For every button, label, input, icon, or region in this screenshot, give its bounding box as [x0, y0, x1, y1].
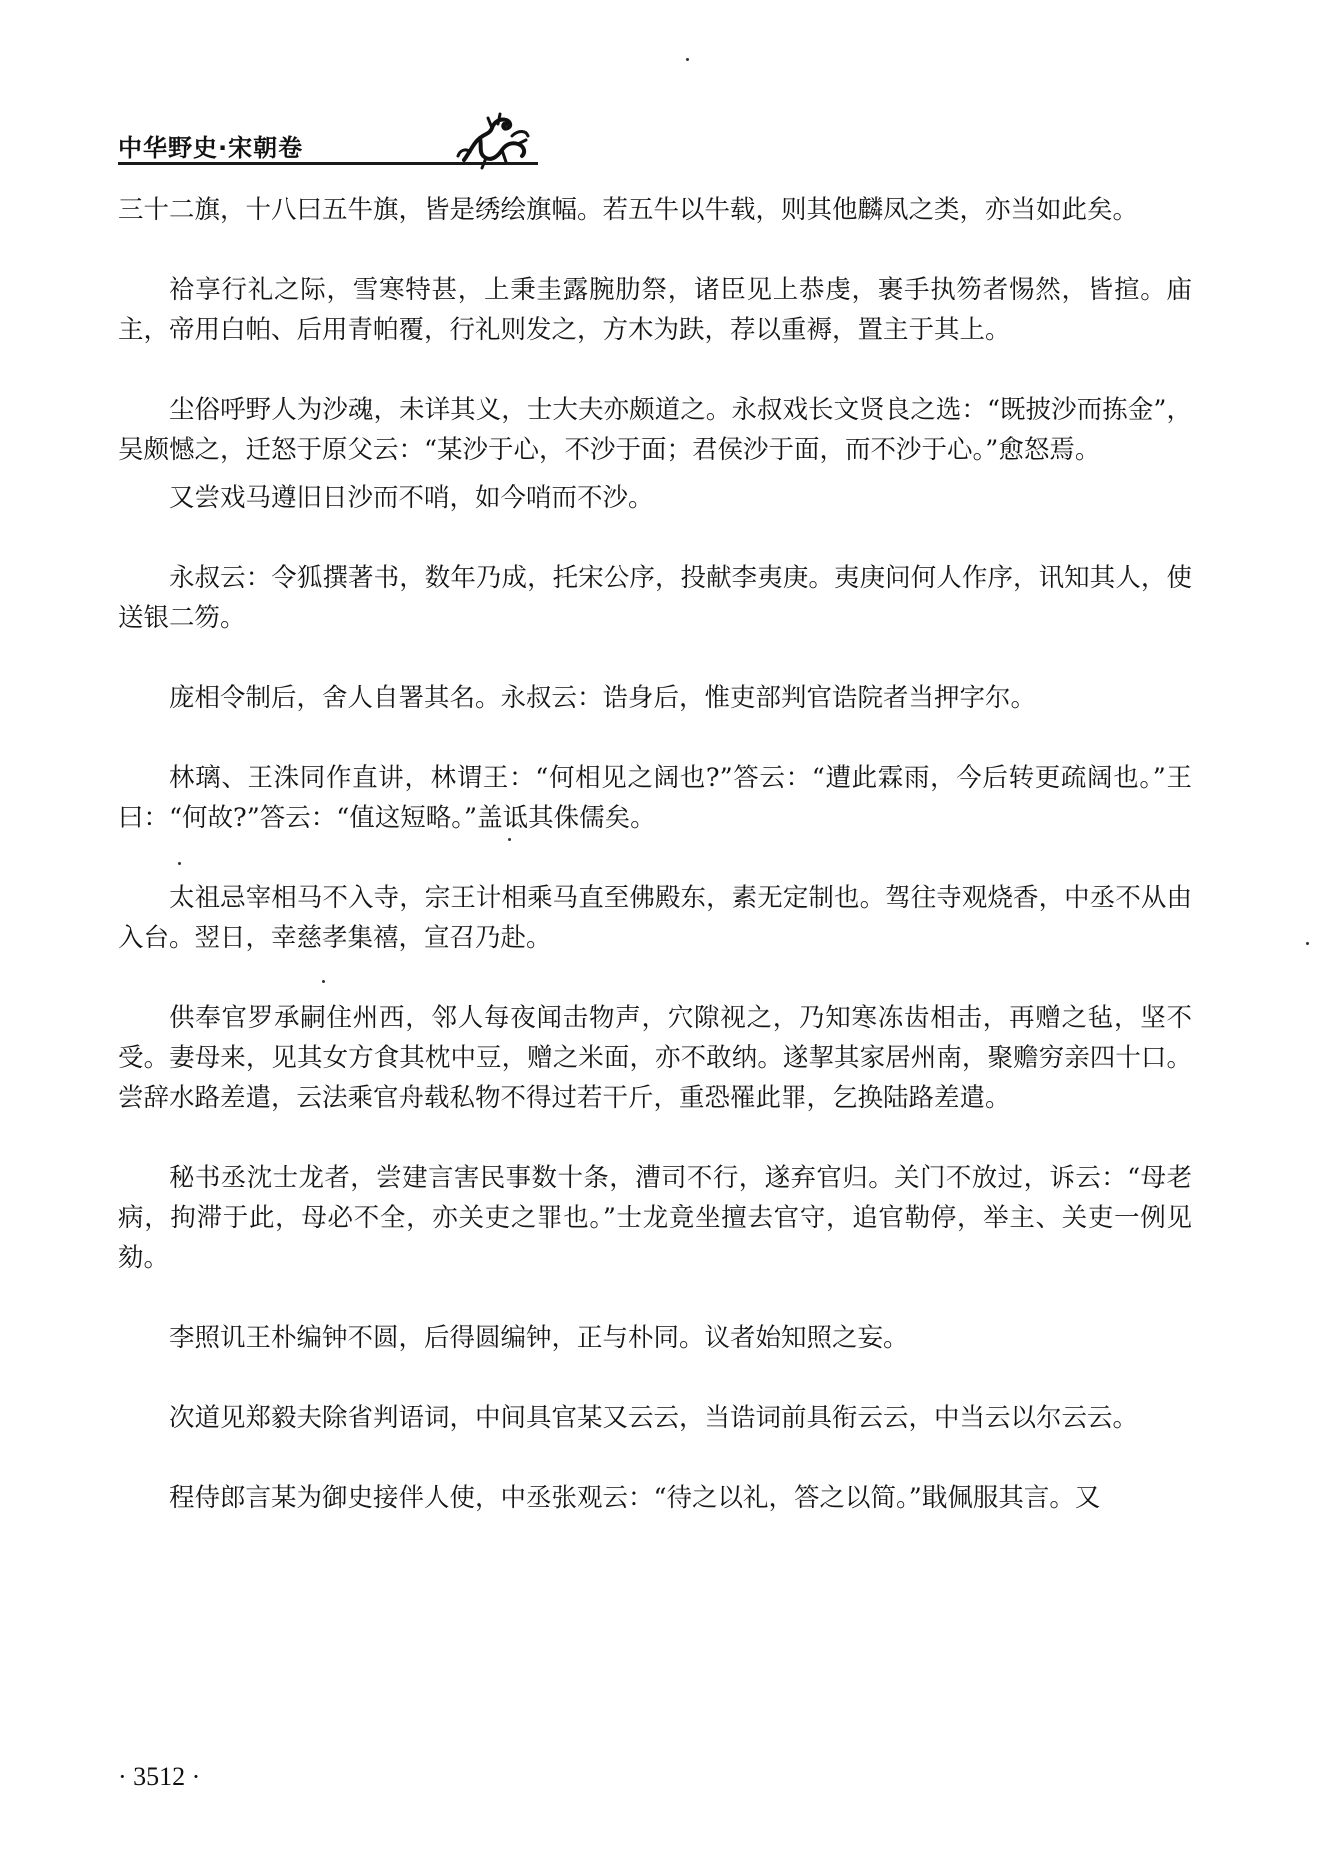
paragraph: 程侍郎言某为御史接伴人使，中丞张观云：“待之以礼，答之以简。”戢佩服其言。又 [169, 1483, 1101, 1513]
scan-speck [322, 980, 325, 983]
header-divider [118, 162, 538, 165]
paragraph: 三十二旗，十八曰五牛旗，皆是绣绘旗幅。若五牛以牛载，则其他麟凤之类，亦当如此矣。 [118, 195, 1139, 225]
scan-speck [1306, 942, 1309, 945]
page-body [118, 190, 1192, 1558]
paragraph: 李照讥王朴编钟不圆，后得圆编钟，正与朴同。议者始知照之妄。 [169, 1323, 909, 1353]
paragraph: 尘俗呼野人为沙魂，未详其义，士大夫亦颇道之。永叔戏长文贤良之选：“既披沙而拣金”，吴颇憾之，迁怒于原父云：“某沙于心，不沙于面；君侯沙于面，而不沙于心。”愈怒焉。 [118, 395, 1192, 465]
scan-speck [508, 838, 511, 841]
paragraph: 供奉官罗承嗣住州西，邻人每夜闻击物声，穴隙视之，乃知寒冻齿相击，再赠之毡，坚不受。妻母来，见其女方食其枕中豆，赠之米面，亦不敢纳。遂挈其家居州南，聚赡穷亲四十口。尝辞水路差遣，云法乘官舟载私物不得过若干斤，重恐罹此罪，乞换陆路差遣。 [118, 1003, 1192, 1113]
paragraph: 秘书丞沈士龙者，尝建言害民事数十条，漕司不行，遂弃官归。关门不放过，诉云：“母老病，拘滞于此，母必不全，亦关吏之罪也。”士龙竟坐擅去官守，追官勒停，举主、关吏一例见劾。 [118, 1163, 1192, 1273]
paragraph: 太祖忌宰相马不入寺，宗王计相乘马直至佛殿东，素无定制也。驾往寺观烧香，中丞不从由入台。翌日，幸慈孝集禧，宣召乃赴。 [118, 883, 1192, 953]
paragraph: 林璃、王洙同作直讲，林谓王：“何相见之阔也?”答云：“遭此霖雨，今后转更疏阔也。”王曰：“何故?”答云：“值这短略。”盖诋其侏儒矣。 [118, 763, 1192, 833]
paragraph: 又尝戏马遵旧日沙而不哨，如今哨而不沙。 [169, 483, 654, 513]
paragraph: 永叔云：令狐撰著书，数年乃成，托宋公序，投献李夷庚。夷庚问何人作序，讯知其人，使送银二笏。 [118, 563, 1192, 633]
page-number: · 3512 · [118, 1762, 201, 1791]
running-header-title: 中华野史·宋朝卷 [118, 134, 304, 162]
paragraph: 次道见郑毅夫除省判语词，中间具官某又云云，当诰词前具衔云云，中当云以尔云云。 [169, 1403, 1139, 1433]
paragraph: 庞相令制后，舍人自署其名。永叔云：诰身后，惟吏部判官诰院者当押字尔。 [169, 683, 1037, 713]
scan-speck [178, 862, 181, 865]
paragraph: 祫享行礼之际，雪寒特甚，上秉圭露腕肋祭，诸臣见上恭虔，裹手执笏者惕然，皆揎。庙主，帝用白帕、后用青帕覆，行礼则发之，方木为趺，荐以重褥，置主于其上。 [118, 275, 1192, 345]
scan-speck [686, 58, 689, 61]
running-header [118, 118, 538, 178]
